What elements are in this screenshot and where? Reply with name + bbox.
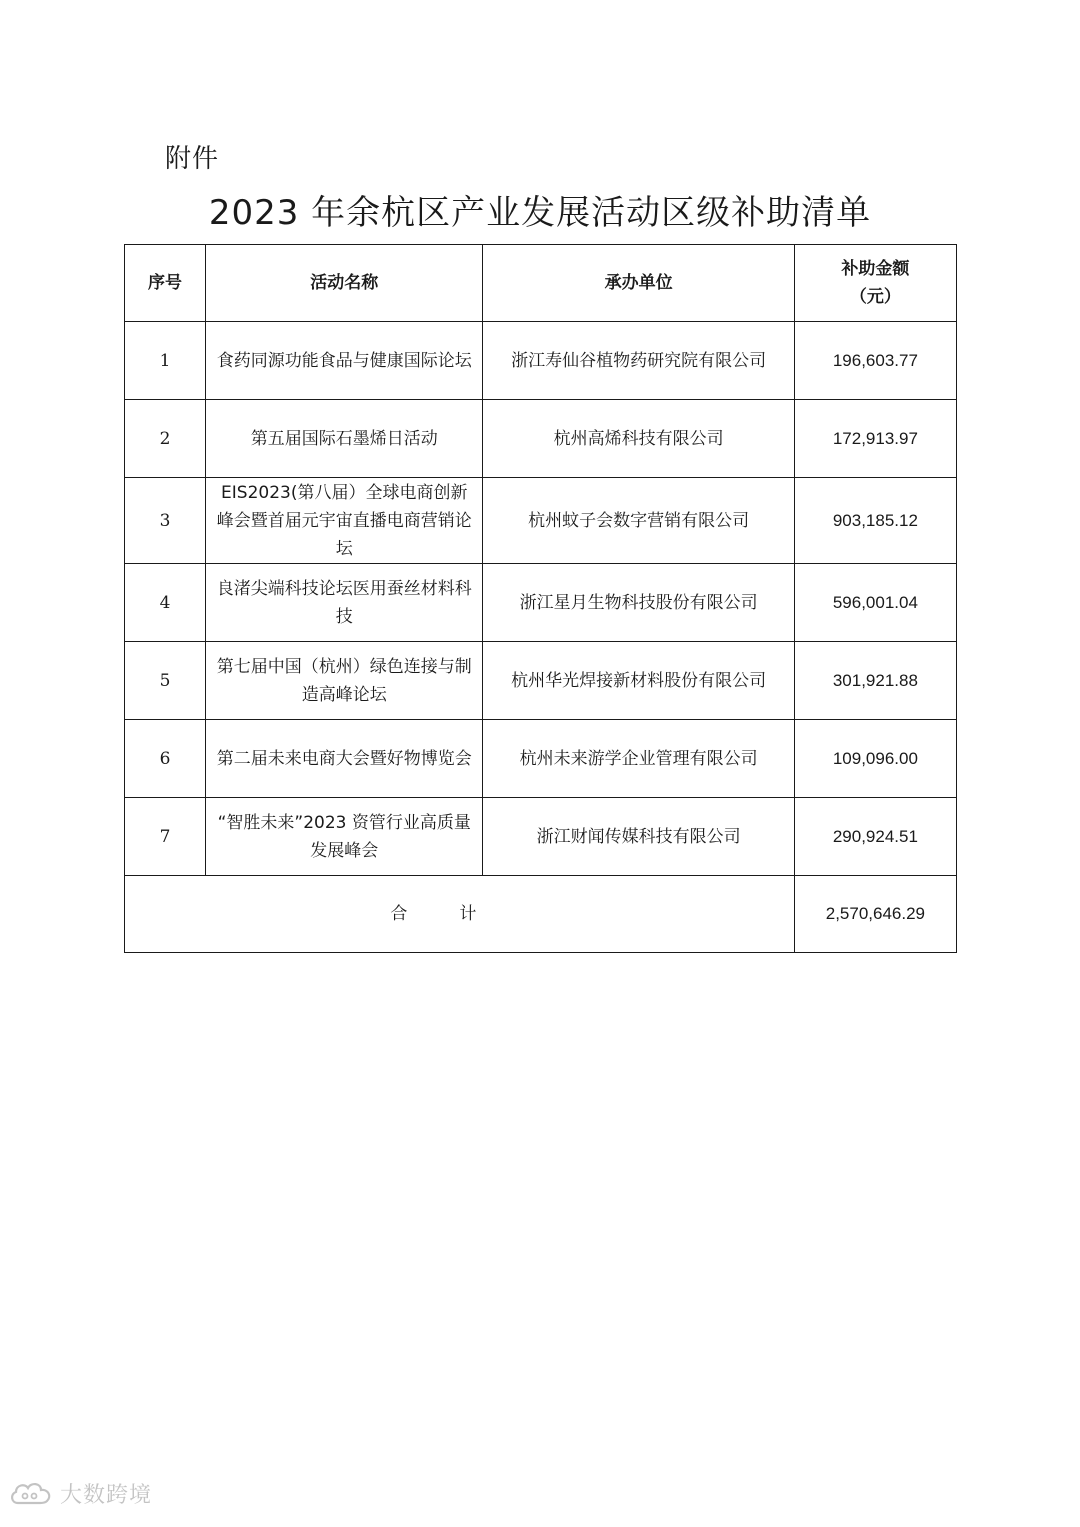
row-organizer: 浙江星月生物科技股份有限公司 — [483, 564, 794, 642]
row-amount: 290,924.51 — [794, 798, 956, 876]
row-seq: 3 — [125, 478, 206, 564]
row-amount: 301,921.88 — [794, 642, 956, 720]
watermark-text: 大数跨境 — [60, 1483, 153, 1508]
row-amount: 596,001.04 — [794, 564, 956, 642]
table-header-row — [125, 245, 957, 322]
total-amount: 2,570,646.29 — [794, 876, 956, 953]
header-seq: 序号 — [125, 245, 206, 322]
table-row — [125, 642, 957, 720]
row-activity-name: 第七届中国（杭州）绿色连接与制造高峰论坛 — [206, 642, 483, 720]
row-organizer: 杭州高烯科技有限公司 — [483, 400, 794, 478]
row-seq: 4 — [125, 564, 206, 642]
row-organizer: 浙江寿仙谷植物药研究院有限公司 — [483, 322, 794, 400]
header-amount — [794, 245, 956, 322]
row-organizer: 浙江财闻传媒科技有限公司 — [483, 798, 794, 876]
subsidy-table — [124, 244, 957, 953]
table-row — [125, 564, 957, 642]
row-activity-name: 第五届国际石墨烯日活动 — [206, 400, 483, 478]
row-seq: 7 — [125, 798, 206, 876]
row-activity-name: 第二届未来电商大会暨好物博览会 — [206, 720, 483, 798]
row-organizer: 杭州蚊子会数字营销有限公司 — [483, 478, 794, 564]
row-activity-name: 良渚尖端科技论坛医用蚕丝材料科技 — [206, 564, 483, 642]
row-amount: 196,603.77 — [794, 322, 956, 400]
row-activity-name: “智胜未来”2023 资管行业高质量发展峰会 — [206, 798, 483, 876]
table-row — [125, 322, 957, 400]
table-row — [125, 798, 957, 876]
header-activity-name: 活动名称 — [206, 245, 483, 322]
row-activity-name: 食药同源功能食品与健康国际论坛 — [206, 322, 483, 400]
row-activity-name: EIS2023(第八届）全球电商创新峰会暨首届元宇宙直播电商营销论坛 — [206, 478, 483, 564]
document-title: 2023 年余杭区产业发展活动区级补助清单 — [208, 193, 872, 233]
row-amount: 172,913.97 — [794, 400, 956, 478]
row-seq: 2 — [125, 400, 206, 478]
table-row — [125, 400, 957, 478]
total-label: 合计 — [125, 876, 795, 953]
table-row — [125, 720, 957, 798]
table-row — [125, 478, 957, 564]
row-seq: 1 — [125, 322, 206, 400]
header-organizer: 承办单位 — [483, 245, 794, 322]
row-organizer: 杭州未来游学企业管理有限公司 — [483, 720, 794, 798]
row-amount: 903,185.12 — [794, 478, 956, 564]
watermark — [8, 1478, 152, 1509]
row-seq: 6 — [125, 720, 206, 798]
row-seq: 5 — [125, 642, 206, 720]
attachment-label: 附件 — [165, 144, 220, 174]
row-amount: 109,096.00 — [794, 720, 956, 798]
table-total-row — [125, 876, 957, 953]
header-amount-line2: （元） — [849, 287, 901, 307]
row-organizer: 杭州华光焊接新材料股份有限公司 — [483, 642, 794, 720]
cloud-logo-icon — [8, 1479, 54, 1509]
header-amount-line1: 补助金额 — [841, 259, 910, 279]
